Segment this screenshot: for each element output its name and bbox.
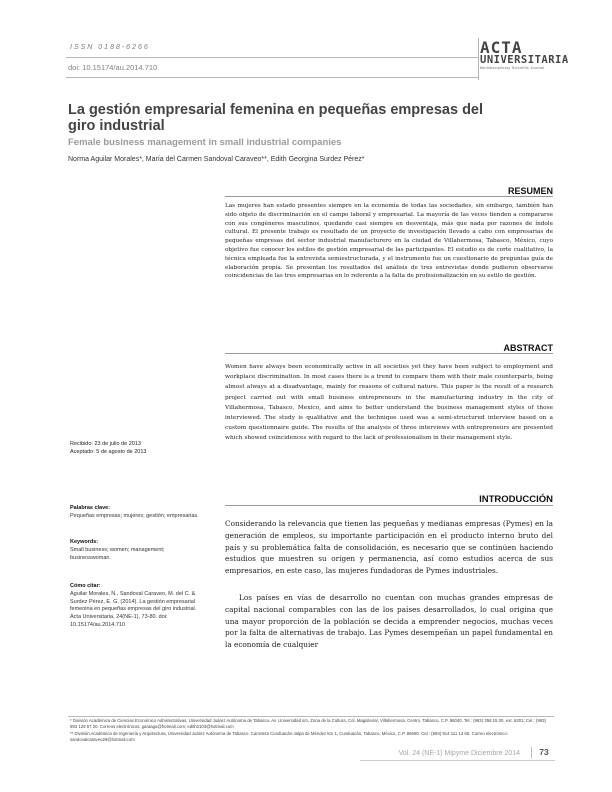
page-number: 73 (531, 747, 556, 758)
abstract-heading: ABSTRACT (503, 343, 553, 353)
article-subtitle: Female business management in small industrial companies (68, 137, 342, 148)
received-date: Recibido: 23 de julio de 2013 (70, 441, 141, 447)
abstract-text: Women have always been economically active in all societies yet they have been subject to employment and workplace discrimination. In most cases there is a trend to compare them with their male counterparts, being almost always at a disadvantage, mainly for reasons of cultural nature. This paper is the result of a research project carried out with small business entrepreneurs in the manufacturing industry in the city of Villahermosa, Tabasco, Mexico, and aims to better understand the business management styles of those interviewed. The study is qualitative and the technique used was a semi-structured interview based on a custom questionnaire guide. The results of the analysis of three interviews with entrepreneurs are presented which showed coincidences with regard to the lack of professionalism in their management style. (225, 364, 553, 442)
cite-label: Cómo citar: (70, 583, 101, 589)
journal-logo (480, 38, 569, 80)
keywords-en-label: Keywords: (70, 539, 99, 545)
resumen-text: Las mujeres han estado presentes siempre en la economía de todas las sociedades, sin embargo, también han sido objeto de discriminación en el campo laboral y empresarial. La mayoría de las veces tienden a compararse con sus congéneres masculinos, quedando casi siempre en desventaja, más que nada por razones de índole cultural. El presente trabajo es resultado de un proyecto de investigación llevado a cabo con empresarias de pequeñas empresas del sector industrial manufacturero en la ciudad de Villahermosa, Tabasco, México, cuyo objetivo fue conocer los estilos de gestión empresarial de las participantes. El estudio es de corte cualitativo, la técnica empleada fue la entrevista semiestructurada, y el instrumento fue un cuestionario de preguntas guía de elaboración propia. Se presentan los resultados del análisis de tres entrevistas donde pudieron observarse coincidencias de las tres empresarias en lo referente a la falta de profesionalización en su estilo de gestión. (225, 203, 553, 280)
accepted-date: Aceptado: 5 de agosto de 2013 (70, 449, 147, 455)
footnotes (70, 718, 554, 744)
abstract-rule (225, 353, 553, 354)
logo-bottom-text: UNIVERSITARIA (480, 54, 569, 66)
logo-tagline: Multidisciplinary Scientific Journal (480, 66, 545, 70)
keywords-en: Small business; women; management; businesswoman. (70, 546, 165, 561)
cite-block (70, 583, 200, 630)
header-vertical-rule (478, 38, 479, 80)
introduccion-paragraph-1: Considerando la relevancia que tienen las pequeñas y medianas empresas (Pymes) en la generación de empleos, su importante participación en el producto interno bruto del país y su problemática falta de consolidación, es necesario que se continúen haciendo estudios que muestren su origen y permanencia, así como estudios acerca de sus empresarios, en este caso, las mujeres fundadoras de Pymes industriales. (225, 519, 553, 576)
keywords-en-block (70, 539, 200, 562)
footnote-2: ** División Académica de Ingeniería y Arquitectura, Universidad Juárez Autónoma de Tabasco. Carretera Cunduacán-Jalpa de Méndez km 1, Cunduacán, Tabasco, México, C.P. 86690. Cel.: (993) 914 111 13 65. Correo electrónico: sandovalcaraveo29@hotmail.com (70, 731, 508, 742)
introduccion-rule (225, 505, 553, 506)
header-rule-bottom (66, 77, 478, 78)
footnote-1: * División Académica de Ciencias Económico Administrativas, Universidad Juárez Autónoma de Tabasco. Av. Universidad s/n, Zona de la Cultura, Col. Magisterial, Villahermosa, Centro, Tabasco, C.P. 86040. Tel.: (993) 358 15 00, ext. 6201; Cel.: (993) 993 129 57 20. Correos electrónicos: garaagu@hotmail.com; edith2103@hotmail.com (70, 718, 546, 729)
cite-text: Aguilar Morales, N., Sandoval Caraveo, M. del C. & Surdez Pérez, E. G. (2014). La gestión empresarial femenina en pequeñas empresas del giro industrial. Acta Universitaria, 24(NE-1), 73-80. doi: 10.15174/au.2014.710 (70, 590, 197, 628)
keywords-es-block (70, 505, 200, 521)
footnotes-rule (68, 716, 554, 717)
issn: ISSN 0188-6266 (70, 44, 150, 51)
footer-journal-info: Vol. 24 (NE-1) Mipyme Diciembre 2014 (398, 750, 520, 757)
introduccion-heading: INTRODUCCIÓN (479, 494, 553, 505)
logo-top-text: ACTA (480, 38, 523, 57)
article-title: La gestión empresarial femenina en pequeñas empresas del giro industrial (68, 102, 484, 134)
resumen-rule (225, 196, 553, 197)
header-rule-top (66, 57, 478, 58)
article-dates (70, 440, 210, 456)
doi[interactable]: doi: 10.15174/au.2014.710 (68, 63, 158, 72)
footer-rule (360, 760, 555, 761)
introduccion-paragraph-2: Los países en vías de desarrollo no cuentan con muchas grandes empresas de capital nacional comparables con las de los países desarrollados, lo cual origina que una mayor proporción de la población se decida a emprender negocios, muchas veces por la falta de alternativas de trabajo. Las Pymes desempeñan un papel fundamental en la economía de cualquier (225, 593, 553, 650)
keywords-es-label: Palabras clave: (70, 505, 111, 511)
article-authors: Norma Aguilar Morales*, María del Carmen Sandoval Caraveo**, Edith Georgina Surdez Pérez* (68, 156, 365, 163)
resumen-heading: RESUMEN (507, 186, 553, 196)
keywords-es: Pequeñas empresas; mujeres; gestión; empresarias. (70, 512, 199, 519)
